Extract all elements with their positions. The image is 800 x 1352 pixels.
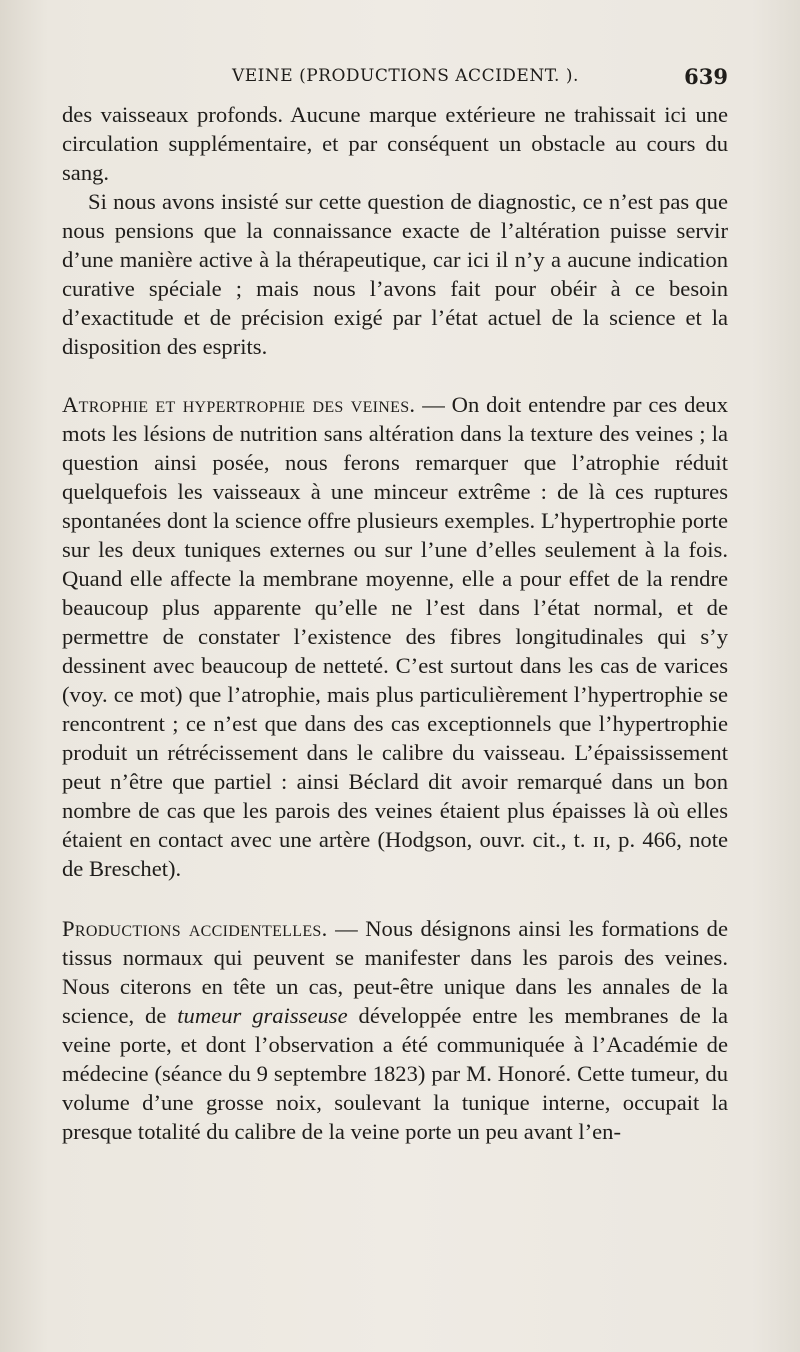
section-atrophy (62, 390, 728, 883)
section-productions (62, 914, 728, 1146)
section-text-productions-a: — Nous désignons ainsi les formations de tissus normaux qui peuvent se manifester dans les parois des veines. Nous citerons en tête un cas, peut-être unique dans les annales de la science, de (62, 916, 728, 1028)
running-head: VEINE (PRODUCTIONS ACCIDENT. ). (232, 66, 579, 86)
section-text-atrophy: — On doit entendre par ces deux mots les lésions de nutrition sans altération dans la texture des veines ; la question ainsi posée, nous ferons remarquer que l’atrophie réduit quelquefois les vaisseaux à une minceur extrême : de là ces ruptures spontanées dont la science offre plusieurs exemples. L’hypertrophie porte sur les deux tuniques externes ou sur l’une d’elles seulement à la fois. Quand elle affecte la membrane moyenne, elle a pour effet de la rendre beaucoup plus apparente qu’elle ne l’est dans l’état normal, et de permettre de constater l’existence des fibres longitudinales qui s’y dessinent avec beaucoup de netteté. C’est surtout dans les cas de varices (voy. ce mot) que l’atrophie, mais plus particulièrement l’hypertrophie se rencontrent ; ce n’est que dans des cas exceptionnels que l’hypertrophie produit un rétrécissement dans le calibre du vaisseau. L’épaississement peut n’être que partiel : ainsi Béclard dit avoir remarqué dans un bon nombre de cas que les parois des veines étaient plus épaisses là où elles étaient en contact avec une artère (Hodgson, ouvr. cit., t. ɪɪ, p. 466, note de Breschet). (62, 392, 728, 881)
section-text-productions-b: développée entre les membranes de la veine porte, et dont l’observation a été communiquée à l’Académie de médecine (séance du 9 septembre 1823) par M. Honoré. Cette tumeur, du volume d’une grosse noix, soulevant la tunique interne, occupait la presque totalité du calibre de la veine porte un peu avant l’en- (62, 1003, 728, 1144)
page-number: 639 (684, 64, 728, 89)
emphasis-tumeur-graisseuse: tumeur graisseuse (177, 1003, 348, 1028)
section-heading-atrophy: Atrophie et hypertrophie des veines. (62, 392, 416, 417)
paragraph-continuation: des vaisseaux profonds. Aucune marque extérieure ne trahissait ici une circulation supplémentaire, et par conséquent un obstacle au cours du sang. (62, 102, 728, 185)
paragraph-diagnostic: Si nous avons insisté sur cette question de diagnostic, ce n’est pas que nous pensions que la connaissance exacte de l’altération puisse servir d’une manière active à la thérapeutique, car ici il n’y a aucune indication curative spéciale ; mais nous l’avons fait pour obéir à ce besoin d’exactitude et de précision exigé par l’état actuel de la science et la disposition des esprits. (62, 189, 728, 359)
body-text (62, 100, 728, 1146)
section-heading-productions: Productions accidentelles. (62, 916, 328, 941)
page-header (62, 66, 728, 98)
